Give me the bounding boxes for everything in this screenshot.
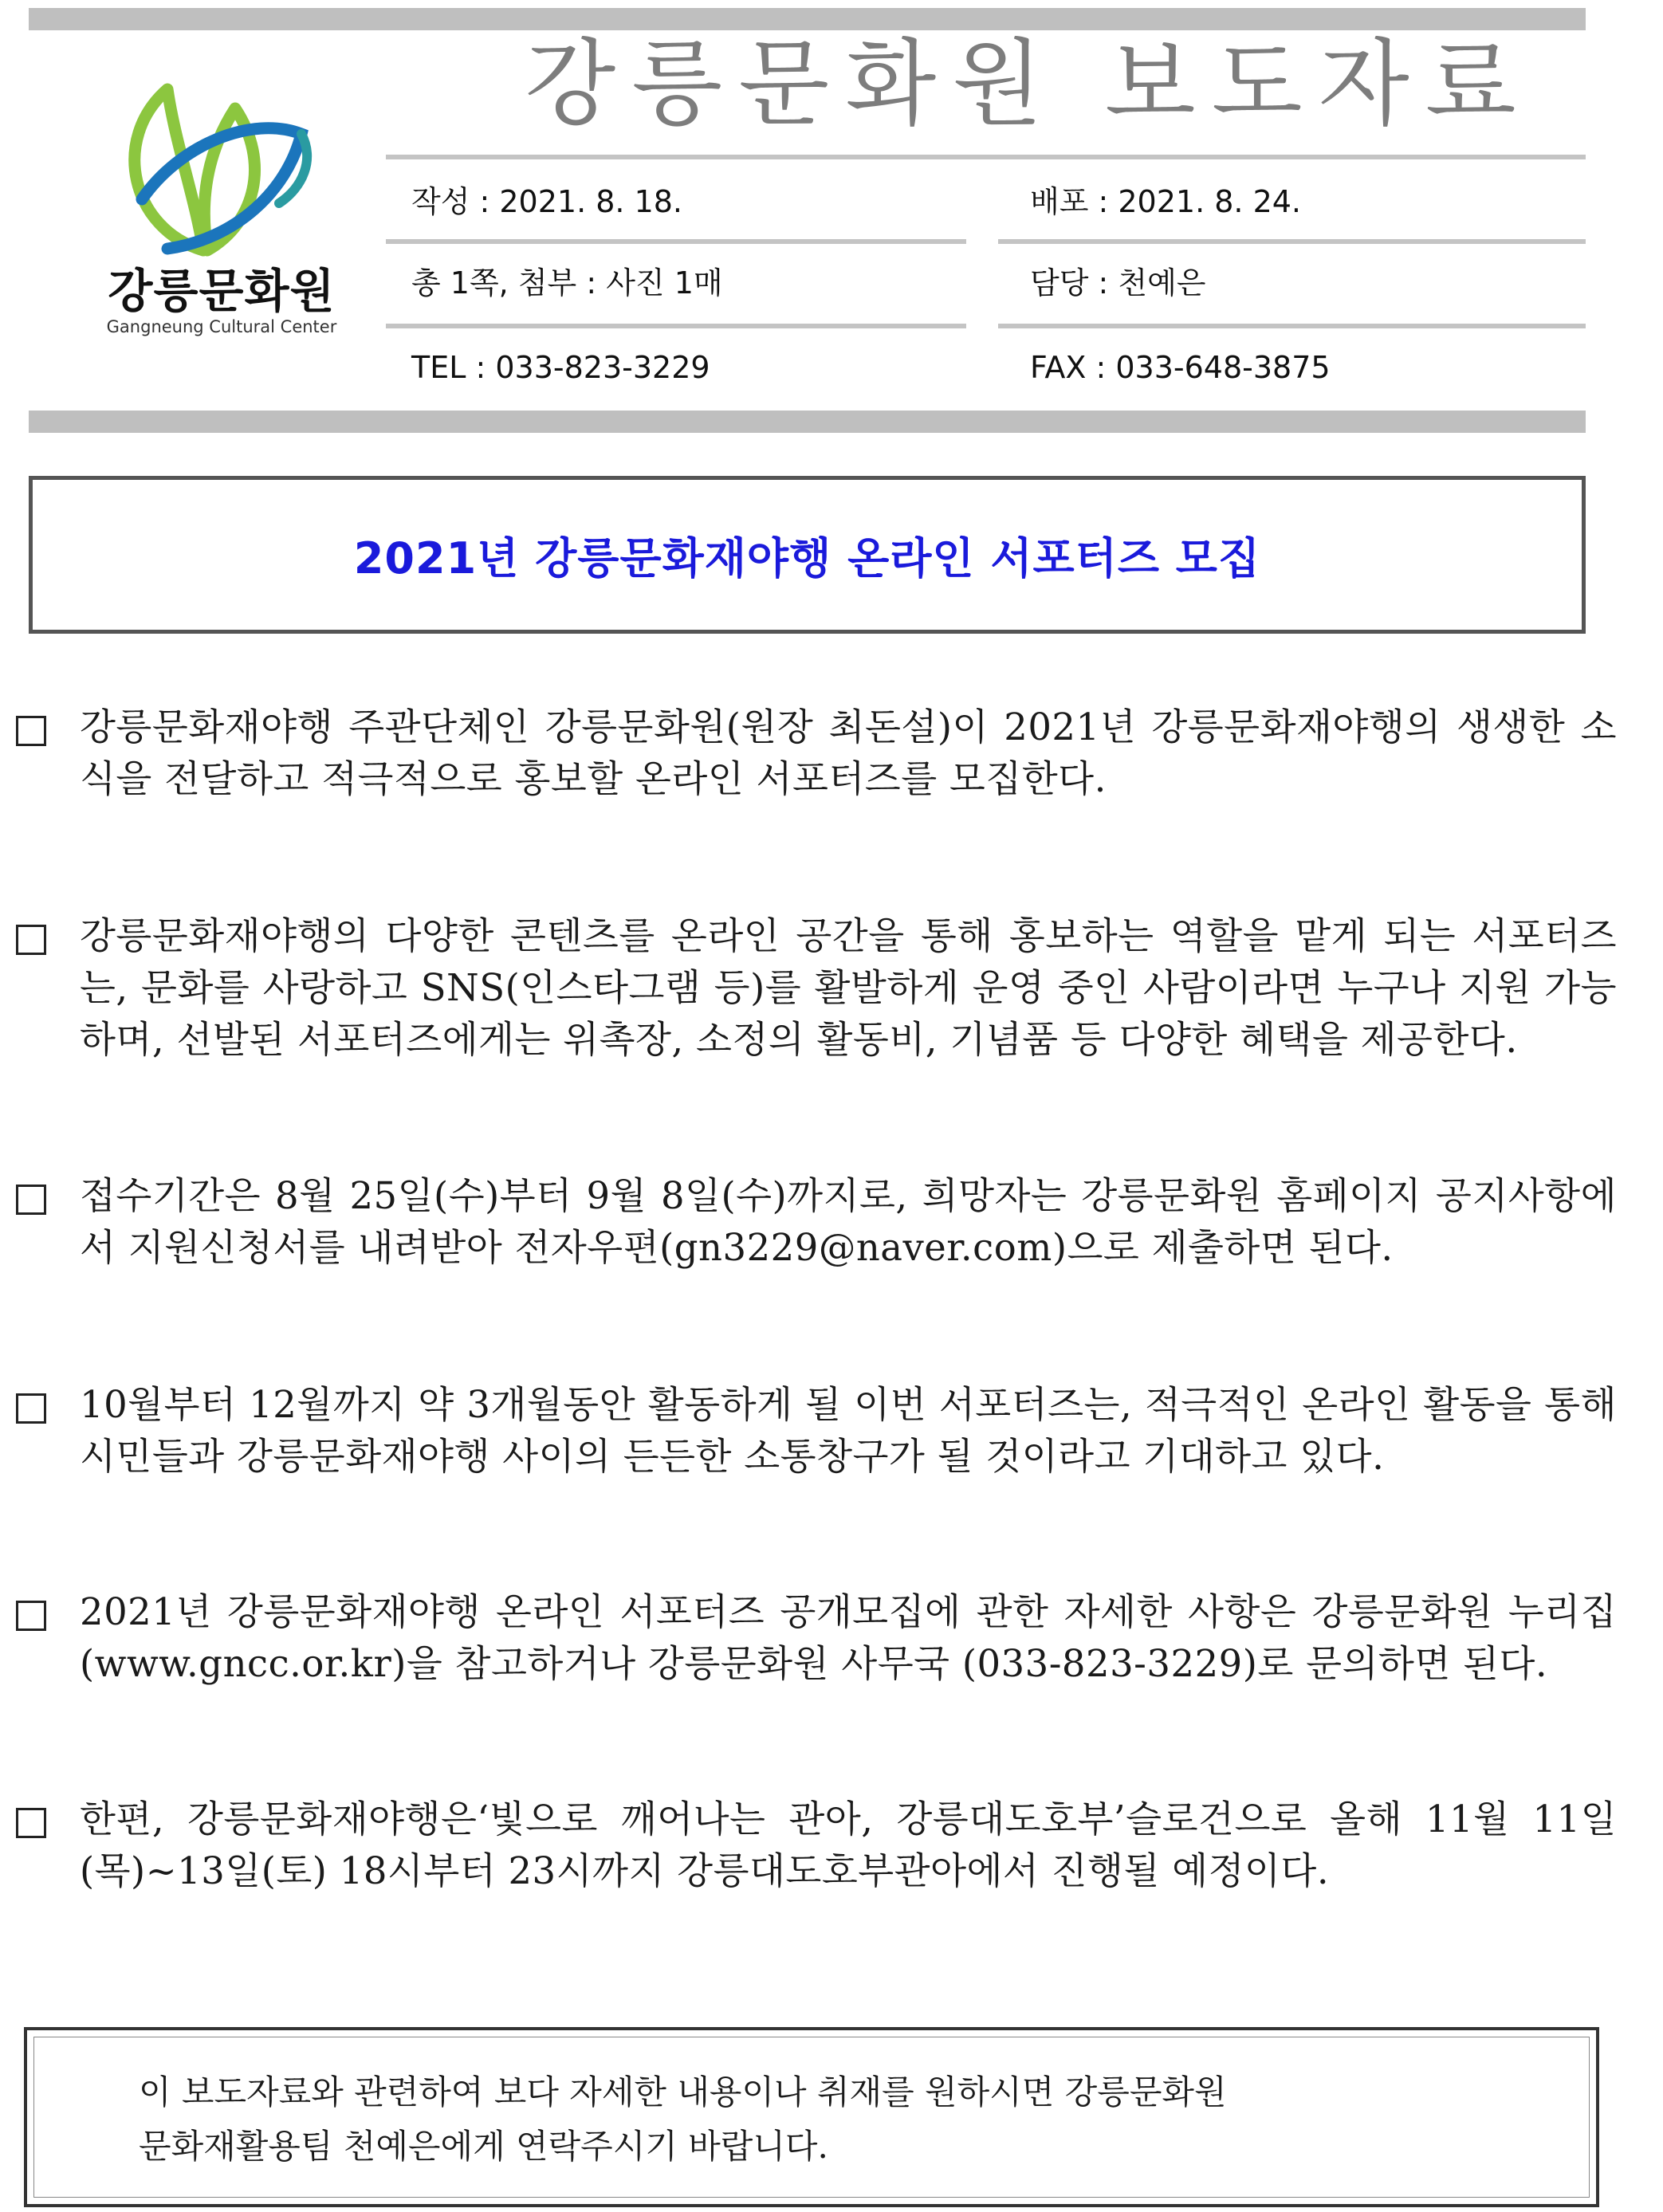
checkbox-bullet-icon <box>16 1808 46 1838</box>
paragraph-text: 강릉문화재야행 주관단체인 강릉문화원(원장 최돈설)이 2021년 강릉문화재야행의 생생한 소식을 전달하고 적극적으로 홍보할 온라인 서포터즈를 모집한다. <box>80 705 1617 800</box>
footer-line-1: 이 보도자료와 관련하여 보다 자세한 내용이나 취재를 원하시면 강릉문화원 <box>139 2073 1227 2112</box>
meta-distribution-date: 배포 : 2021. 8. 24. <box>1030 184 1302 219</box>
meta-page-count: 총 1쪽, 첨부 : 사진 1매 <box>411 265 723 301</box>
checkbox-bullet-icon <box>16 1393 46 1424</box>
doc-title: 강릉문화원 보도자료 <box>525 29 1532 139</box>
meta-divider-1-left <box>386 239 966 244</box>
meta-written-date: 작성 : 2021. 8. 18. <box>411 184 683 219</box>
bottom-rule <box>29 411 1586 433</box>
logo-name-en: Gangneung Cultural Center <box>106 317 337 336</box>
paragraph-text: 접수기간은 8월 25일(수)부터 9월 8일(수)까지로, 희망자는 강릉문화원 홈페이지 공지사항에서 지원신청서를 내려받아 전자우편(gn3229@naver.com)으로 제출하면 된다. <box>80 1174 1617 1269</box>
paragraph-text: 2021년 강릉문화재야행 온라인 서포터즈 공개모집에 관한 자세한 사항은 강릉문화원 누리집(www.gncc.or.kr)을 참고하거나 강릉문화원 사무국 (033-823-3229)로 문의하면 된다. <box>80 1590 1617 1685</box>
paragraph <box>14 1586 1617 1690</box>
paragraph-text: 강릉문화재야행의 다양한 콘텐츠를 온라인 공간을 통해 홍보하는 역할을 맡게 되는 서포터즈는, 문화를 사랑하고 SNS(인스타그램 등)를 활발하게 운영 중인 사람이라면 누구나 지원 가능하며, 선발된 서포터즈에게는 위촉장, 소정의 활동비, 기념품 등 다양한 혜택을 제공한다. <box>80 914 1617 1061</box>
headline: 2021년 강릉문화재야행 온라인 서포터즈 모집 <box>353 532 1261 583</box>
logo-name-kr: 강릉문화원 <box>108 264 336 318</box>
meta-tel: TEL : 033-823-3229 <box>411 350 710 385</box>
checkbox-bullet-icon <box>16 1185 46 1215</box>
headline-box <box>29 476 1586 634</box>
footer-inner-border <box>33 2037 1590 2198</box>
checkbox-bullet-icon <box>16 925 46 955</box>
paragraph <box>14 1379 1617 1483</box>
title-underline <box>386 155 1586 159</box>
meta-divider-2-right <box>998 324 1586 328</box>
footer-line-2: 문화재활용팀 천예은에게 연락주시기 바랍니다. <box>139 2127 828 2166</box>
meta-contact-person: 담당 : 천예은 <box>1030 265 1206 301</box>
paragraph-text: 한편, 강릉문화재야행은‘빛으로 깨어나는 관아, 강릉대도호부’슬로건으로 올해 11월 11일(목)~13일(토) 18시부터 23시까지 강릉대도호부관아에서 진행될 예정이다. <box>80 1797 1617 1892</box>
meta-divider-1-right <box>998 239 1586 244</box>
paragraph <box>14 1794 1617 1897</box>
meta-fax: FAX : 033-648-3875 <box>1030 350 1331 385</box>
meta-divider-2-left <box>386 324 966 328</box>
footer-notice-box <box>24 2027 1599 2207</box>
paragraph-text: 10월부터 12월까지 약 3개월동안 활동하게 될 이번 서포터즈는, 적극적인 온라인 활동을 통해 시민들과 강릉문화재야행 사이의 든든한 소통창구가 될 것이라고 기대하고 있다. <box>80 1383 1617 1478</box>
paragraph <box>14 701 1617 805</box>
paragraph <box>14 910 1617 1066</box>
checkbox-bullet-icon <box>16 1601 46 1631</box>
checkbox-bullet-icon <box>16 716 46 746</box>
paragraph <box>14 1170 1617 1274</box>
